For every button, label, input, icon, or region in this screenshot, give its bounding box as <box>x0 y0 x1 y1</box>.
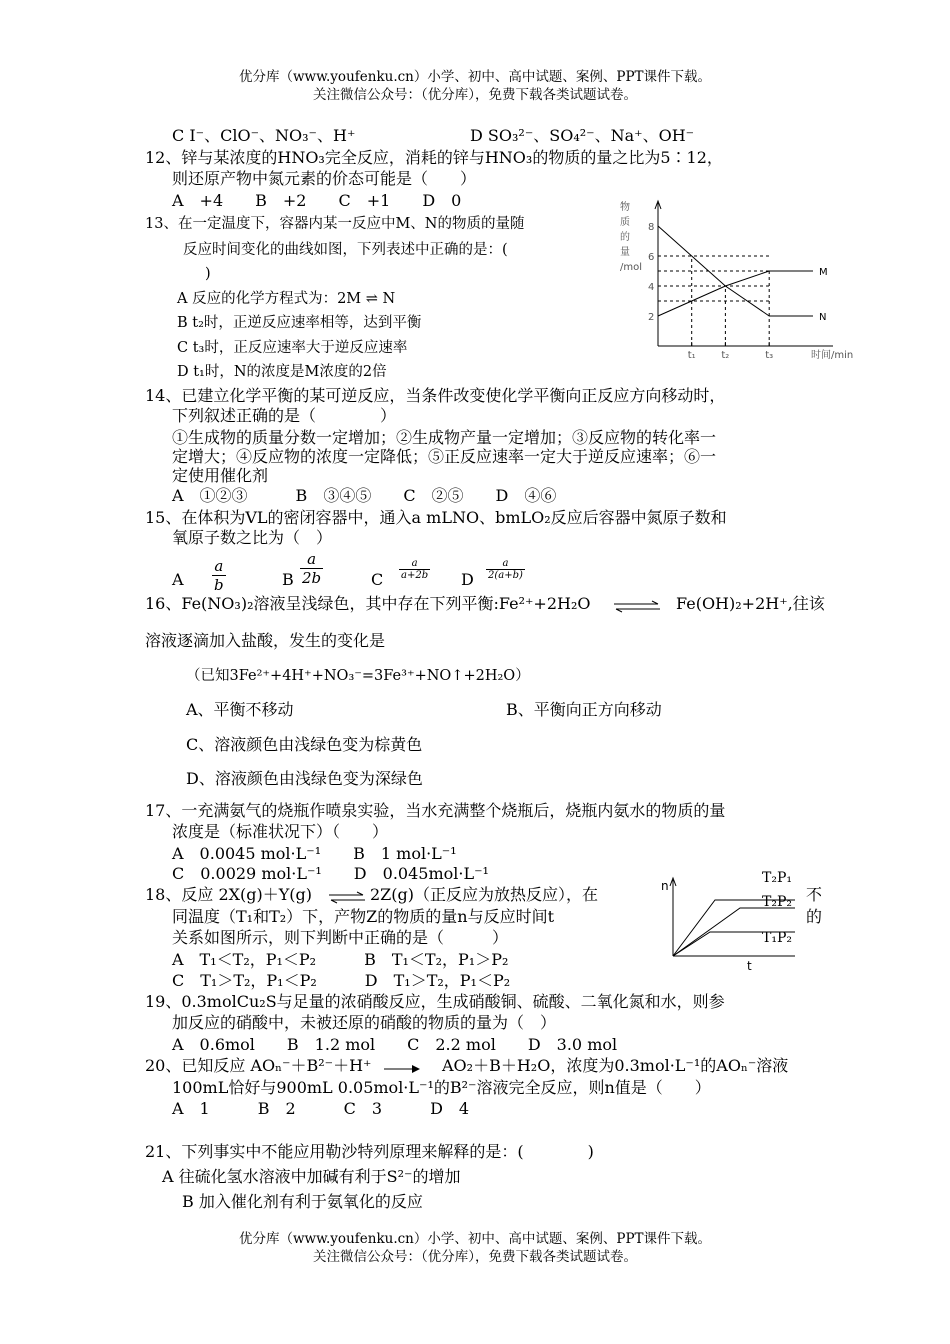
q13-stem-line1: 13、在一定温度下，容器内某一反应中M、N的物质的量随 <box>145 216 525 232</box>
q11-option-c: C I⁻、ClO⁻、NO₃⁻、H⁺ <box>172 126 356 145</box>
q18-graph-x-label: t <box>747 959 752 973</box>
q15-d-numerator: a <box>486 558 525 570</box>
q13-option-a: A 反应的化学方程式为：2M ⇌ N <box>177 291 396 307</box>
q15-option-b-fraction <box>300 550 323 587</box>
q18-curve-label-0: T₂P₁ <box>762 870 792 886</box>
q20-stem-line1b: AO₂＋B＋H₂O，浓度为0.3mol·L⁻¹的AOₙ⁻溶液 <box>442 1056 789 1075</box>
q16-option-a: A、平衡不移动 <box>186 700 294 719</box>
q12-stem-line1: 12、锌与某浓度的HNO₃完全反应，消耗的锌与HNO₃的物质的量之比为5∶12， <box>145 148 723 167</box>
q17-stem-line1: 17、一充满氨气的烧瓶作喷泉实验，当水充满整个烧瓶后，烧瓶内氨水的物质的量 <box>145 801 726 820</box>
q19-stem-line2: 加反应的硝酸中，未被还原的硝酸的物质的量为（ ） <box>172 1013 557 1032</box>
page-footer-line2: 关注微信公众号：（优分库），免费下载各类试题试卷。 <box>313 1249 637 1265</box>
q13-stem-line3: ) <box>205 266 211 282</box>
q14-body-line3: 定使用催化剂 <box>172 466 269 485</box>
q13-option-d: D t₁时，N的浓度是M浓度的2倍 <box>177 364 387 380</box>
q14-body-line1: ①生成物的质量分数一定增加；②生成物产量一定增加；③反应物的转化率一 <box>172 428 717 447</box>
q13-y-label-part: 物 <box>620 202 630 213</box>
q12-stem-line2: 则还原产物中氮元素的价态可能是（ ） <box>172 169 477 188</box>
q16-option-b: B、平衡向正方向移动 <box>506 700 662 719</box>
q15-b-denominator: 2b <box>302 569 322 587</box>
q13-y-label-part: /mol <box>620 262 643 273</box>
q21-option-a: A 往硫化氢水溶液中加碱有利于S²⁻的增加 <box>162 1167 461 1186</box>
q16-stem-line1a: 16、Fe(NO₃)₂溶液呈浅绿色，其中存在下列平衡:Fe²⁺+2H₂O <box>145 594 591 613</box>
q20-stem-line2: 100mL恰好与900mL 0.05mol·L⁻¹的B²⁻溶液完全反应，则n值是（ ） <box>172 1078 711 1097</box>
q21-stem: 21、下列事实中不能应用勒沙特列原理来解释的是：( ) <box>145 1142 594 1161</box>
q14-stem-line2: 下列叙述正确的是（ ） <box>172 406 397 425</box>
q16-stem-line2: 溶液逐滴加入盐酸，发生的变化是 <box>145 631 386 650</box>
q15-a-numerator: a <box>212 557 226 576</box>
q18-stem-line2a: 同温度（T₁和T₂）下，产物Z的物质的量n与反应时间t <box>172 907 555 926</box>
q13-series-label-M: M <box>819 267 828 278</box>
q18-options-row2: C T₁＞T₂，P₁＜P₂ D T₁＞T₂，P₁＜P₂ <box>172 971 511 990</box>
q18-stem-line2b: 的 <box>806 907 823 926</box>
q14-options: A ①②③ B ③④⑤ C ②⑤ D ④⑥ <box>172 486 557 505</box>
page-header-line2: 关注微信公众号：（优分库），免费下载各类试题试卷。 <box>313 87 637 103</box>
q15-d-denominator: 2(a+b) <box>488 570 523 581</box>
q15-option-a-label: A <box>172 570 184 589</box>
q13-y-label-part: 的 <box>620 232 630 243</box>
q20-stem-line1a: 20、已知反应 AOₙ⁻＋B²⁻＋H⁺ <box>145 1056 372 1075</box>
page-footer-line1: 优分库（www.youfenku.cn）小学、初中、高中试题、案例、PPT课件下载。 <box>238 1231 712 1247</box>
q15-option-c-fraction <box>399 558 430 581</box>
q13-series-label-N: N <box>819 312 827 323</box>
q15-stem-line1: 15、在体积为VL的密闭容器中，通入a mLNO、bmLO₂反应后容器中氮原子数和 <box>145 508 727 527</box>
q18-equilibrium-arrow-icon <box>327 891 367 903</box>
q13-option-c: C t₃时，正反应速率大于逆反应速率 <box>177 340 408 356</box>
q15-option-a-fraction <box>212 557 226 594</box>
q13-x-tick-label: t₃ <box>765 350 774 361</box>
q18-stem-line1b: 2Z(g)（正反应为放热反应），在 <box>370 885 599 904</box>
q19-stem-line1: 19、0.3molCu₂S与足量的浓硝酸反应，生成硝酸铜、硫酸、二氧化氮和水，则参 <box>145 992 725 1011</box>
q13-chart <box>612 196 854 368</box>
q17-options-row1: A 0.0045 mol·L⁻¹ B 1 mol·L⁻¹ <box>172 844 457 863</box>
q14-body-line2: 定增大；④反应物的浓度一定降低；⑤正反应速率一定大于逆反应速率；⑥一 <box>172 447 717 466</box>
q18-stem-line1a: 18、反应 2X(g)＋Y(g) <box>145 885 313 904</box>
q16-option-d: D、溶液颜色由浅绿色变为深绿色 <box>186 769 423 788</box>
q18-options-row1: A T₁＜T₂，P₁＜P₂ B T₁＜T₂，P₁＞P₂ <box>172 950 509 969</box>
q16-option-c: C、溶液颜色由浅绿色变为棕黄色 <box>186 735 423 754</box>
q20-options: A 1 B 2 C 3 D 4 <box>172 1099 470 1118</box>
q15-option-b-label: B <box>282 570 294 589</box>
q19-options: A 0.6mol B 1.2 mol C 2.2 mol D 3.0 mol <box>172 1035 618 1054</box>
q15-stem-line2: 氧原子数之比为（ ） <box>172 528 333 547</box>
q18-stem-line1c: 不 <box>806 885 823 904</box>
q13-y-tick-label: 8 <box>648 222 655 233</box>
q18-stem-line3: 关系如图所示，则下判断中正确的是（ ） <box>172 928 509 947</box>
q13-y-tick-label: 4 <box>648 282 655 293</box>
q13-x-label: 时间/min <box>811 350 854 361</box>
q13-y-label-part: 量 <box>620 247 630 258</box>
q13-x-tick-label: t₁ <box>687 350 696 361</box>
q15-a-denominator: b <box>214 576 224 594</box>
q20-reaction-arrow-icon <box>382 1064 422 1074</box>
q18-graph-y-label: n <box>661 879 669 893</box>
q16-note: （已知3Fe²⁺+4H⁺+NO₃⁻=3Fe³⁺+NO↑+2H₂O） <box>186 668 530 684</box>
q11-option-d: D SO₃²⁻、SO₄²⁻、Na⁺、OH⁻ <box>470 126 695 145</box>
q15-option-d-label: D <box>461 570 474 589</box>
q13-y-tick-label: 2 <box>648 312 655 323</box>
q15-c-denominator: a+2b <box>401 570 429 581</box>
q17-stem-line2: 浓度是（标准状况下）（ ） <box>172 822 389 841</box>
q16-equilibrium-arrow-icon <box>612 600 662 612</box>
q13-y-tick-label: 6 <box>648 252 655 263</box>
q15-option-c-label: C <box>371 570 384 589</box>
q13-option-b: B t₂时，正逆反应速率相等，达到平衡 <box>177 315 422 331</box>
q13-stem-line2: 反应时间变化的曲线如图，下列表述中正确的是：( <box>183 242 508 258</box>
q14-stem-line1: 14、已建立化学平衡的某可逆反应，当条件改变使化学平衡向正反应方向移动时， <box>145 386 726 405</box>
q13-y-label-part: 质 <box>620 217 630 228</box>
page-header-line1: 优分库（www.youfenku.cn）小学、初中、高中试题、案例、PPT课件下载。 <box>238 69 712 85</box>
q13-x-tick-label: t₂ <box>721 350 730 361</box>
q18-curve-label-1: T₂P₂ <box>762 894 792 910</box>
q16-stem-line1b: Fe(OH)₂+2H⁺,往该 <box>676 594 825 613</box>
q17-options-row2: C 0.0029 mol·L⁻¹ D 0.045mol·L⁻¹ <box>172 864 489 883</box>
q21-option-b: B 加入催化剂有利于氨氧化的反应 <box>182 1192 423 1211</box>
q12-options: A +4 B +2 C +1 D 0 <box>172 191 462 210</box>
q15-b-numerator: a <box>300 550 323 569</box>
q15-c-numerator: a <box>399 558 430 570</box>
q15-option-d-fraction <box>486 558 525 581</box>
q18-curve-label-2: T₁P₂ <box>762 930 792 946</box>
